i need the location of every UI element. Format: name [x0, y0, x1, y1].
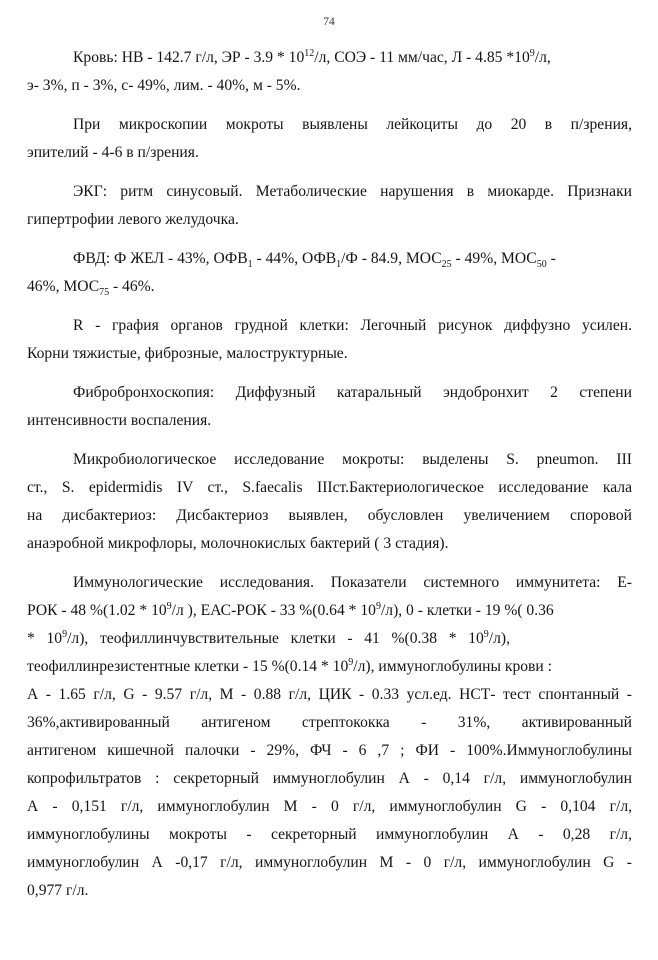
text-line: Фибробронхоскопия: Диффузный катаральный эндобронхит 2 степени — [73, 384, 632, 401]
paragraph-microbiology — [27, 446, 632, 558]
text-line: иммуноглобулин А -0,17 г/л, иммуноглобулин М - 0 г/л, иммуноглобулин G - — [27, 854, 632, 871]
paragraph-respiratory-function — [27, 245, 632, 301]
text-line: на дисбактериоз: Дисбактериоз выявлен, обусловлен увеличением споровой — [27, 507, 632, 524]
document-body — [27, 44, 632, 907]
text-line: гипертрофии левого желудочка. — [27, 211, 239, 228]
text-line: При микроскопии мокроты выявлены лейкоциты до 20 в п/зрения, — [73, 116, 632, 133]
paragraph-chest-xray — [27, 312, 632, 368]
text-line: 46%, $МОС_{75} - 46\%$. — [27, 278, 155, 299]
text-line: 0,977 г/л. — [27, 882, 89, 899]
text-line: Кровь: НВ - 142.7 г/л, ЭР - $3.9 * 10^{12}/л$, СОЭ - 11 мм/час, Л - 4.85 $*10^9/л$, — [73, 47, 551, 66]
text-line: ФВД: Ф ЖЕЛ - 43%, $ОФВ_1 - 44\%$, $ОФВ_1/Ф - 84.9$, $МОС_{25} - 49\%$, $МОС_{50}$ - — [73, 250, 556, 271]
text-line: э- 3%, п - 3%, с- 49%, лим. - 40%, м - 5%. — [27, 77, 301, 94]
text-line: анаэробной микрофлоры, молочнокислых бактерий ( 3 стадия). — [27, 535, 449, 552]
text-line: Иммунологические исследования. Показатели системного иммунитета: Е- — [73, 574, 632, 591]
page-number: 74 — [323, 16, 335, 28]
text-line: 36%,активированный антигеном стрептококка - 31%, активированный — [27, 714, 632, 731]
text-line: R - графия органов грудной клетки: Легочный рисунок диффузно усилен. — [73, 317, 632, 334]
text-line: А - 1.65 г/л, G - 9.57 г/л, М - 0.88 г/л, ЦИК - 0.33 усл.ед. НСТ- тест спонтанный - — [27, 686, 632, 703]
paragraph-immunology — [27, 569, 632, 905]
text-line: интенсивности воспаления. — [27, 412, 212, 429]
text-line: Корни тяжистые, фиброзные, малоструктурные. — [27, 345, 348, 362]
text-line: * $10^9/л$), теофиллинчувствительные клетки - 41 $\%(0.38 * 10^9/л)$, — [27, 628, 511, 647]
text-line: РОК - 48 $\%(1.02 * 10^9/л$ ), ЕАС-РОК - 33 $\%(0.64 * 10^9/л)$, 0 - клетки - 19 %( 0.36 — [27, 600, 554, 619]
text-line: теофиллинрезистентные клетки - 15 $\%(0.14 * 10^9/л)$, иммуноглобулины крови : — [27, 656, 552, 675]
text-line: А - 0,151 г/л, иммуноглобулин М - 0 г/л, иммуноглобулин G - 0,104 г/л, — [27, 798, 632, 815]
paragraph-bronchoscopy — [27, 379, 632, 435]
text-line: ст., S. epidermidis IV ст., S.faecalis IIIст.Бактериологическое исследование кала — [27, 479, 632, 496]
text-line: антигеном кишечной палочки - 29%, ФЧ - 6 ,7 ; ФИ - 100%.Иммуноглобулины — [27, 742, 632, 759]
text-line: Микробиологическое исследование мокроты: выделены S. pneumon. III — [73, 451, 632, 468]
text-line: ЭКГ: ритм синусовый. Метаболические нарушения в миокарде. Признаки — [73, 183, 632, 200]
text-line: иммуноглобулины мокроты - секреторный иммуноглобулин А - 0,28 г/л, — [27, 826, 632, 843]
paragraph-ecg — [27, 178, 632, 234]
paragraph-sputum-microscopy — [27, 111, 632, 167]
text-line: копрофильтратов : секреторный иммуноглобулин А - 0,14 г/л, иммуноглобулин — [27, 770, 632, 787]
paragraph-blood-test — [27, 44, 632, 100]
text-line: эпителий - 4-6 в п/зрения. — [27, 144, 199, 161]
